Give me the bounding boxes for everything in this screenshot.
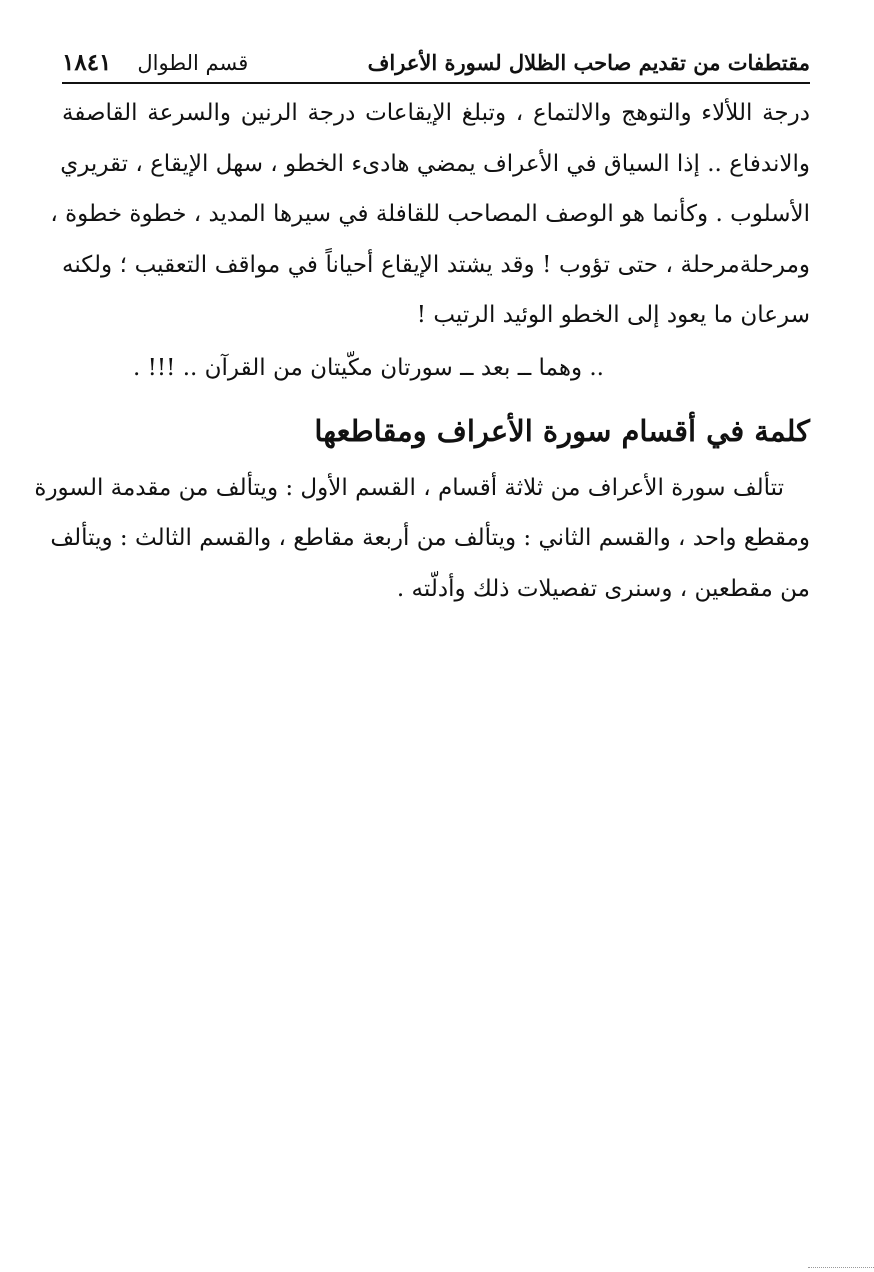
- page-number: ١٨٤١: [62, 49, 112, 76]
- chapter-title: مقتطفات من تقديم صاحب الظلال لسورة الأعراف: [367, 50, 810, 75]
- text-line: من مقطعين ، وسنرى تفصيلات ذلك وأدلّته .: [396, 575, 810, 602]
- section-name: قسم الطوال: [137, 51, 249, 75]
- text-line: ومرحلةمرحلة ، حتى تؤوب ! وقد يشتد الإيقاع أحياناً في مواقف التعقيب ؛ ولكنه: [62, 251, 810, 278]
- header-left-group: [62, 48, 248, 78]
- text-line: ومقطع واحد ، والقسم الثاني : ويتألف من أربعة مقاطع ، والقسم الثالث : ويتألف: [50, 525, 810, 551]
- paragraph-sections: [34, 463, 810, 615]
- body-text: [34, 88, 810, 614]
- text-line: درجة اللألاء والتوهج والالتماع ، وتبلغ الإيقاعات درجة الرنين والسرعة القاصفة: [62, 100, 810, 126]
- text-line: تتألف سورة الأعراف من ثلاثة أقسام ، القسم الأول : ويتألف من مقدمة السورة: [34, 474, 784, 501]
- closing-line: .. وهما ــ بعد ــ سورتان مكّيتان من القرآن .. !!! .: [133, 354, 604, 381]
- page-edge-mark: [808, 1267, 874, 1268]
- book-page: [34, 48, 810, 614]
- running-header: [62, 48, 810, 84]
- text-line: سرعان ما يعود إلى الخطو الوئيد الرتيب !: [416, 302, 810, 328]
- text-line: الأسلوب . وكأنما هو الوصف المصاحب للقافلة في سيرها المديد ، خطوة خطوة ،: [50, 201, 810, 227]
- paragraph-rhythm: [50, 88, 810, 341]
- section-heading: كلمة في أقسام سورة الأعراف ومقاطعها: [314, 413, 810, 448]
- text-line: والاندفاع .. إذا السياق في الأعراف يمضي هادىء الخطو ، سهل الإيقاع ، تقريري: [60, 150, 810, 177]
